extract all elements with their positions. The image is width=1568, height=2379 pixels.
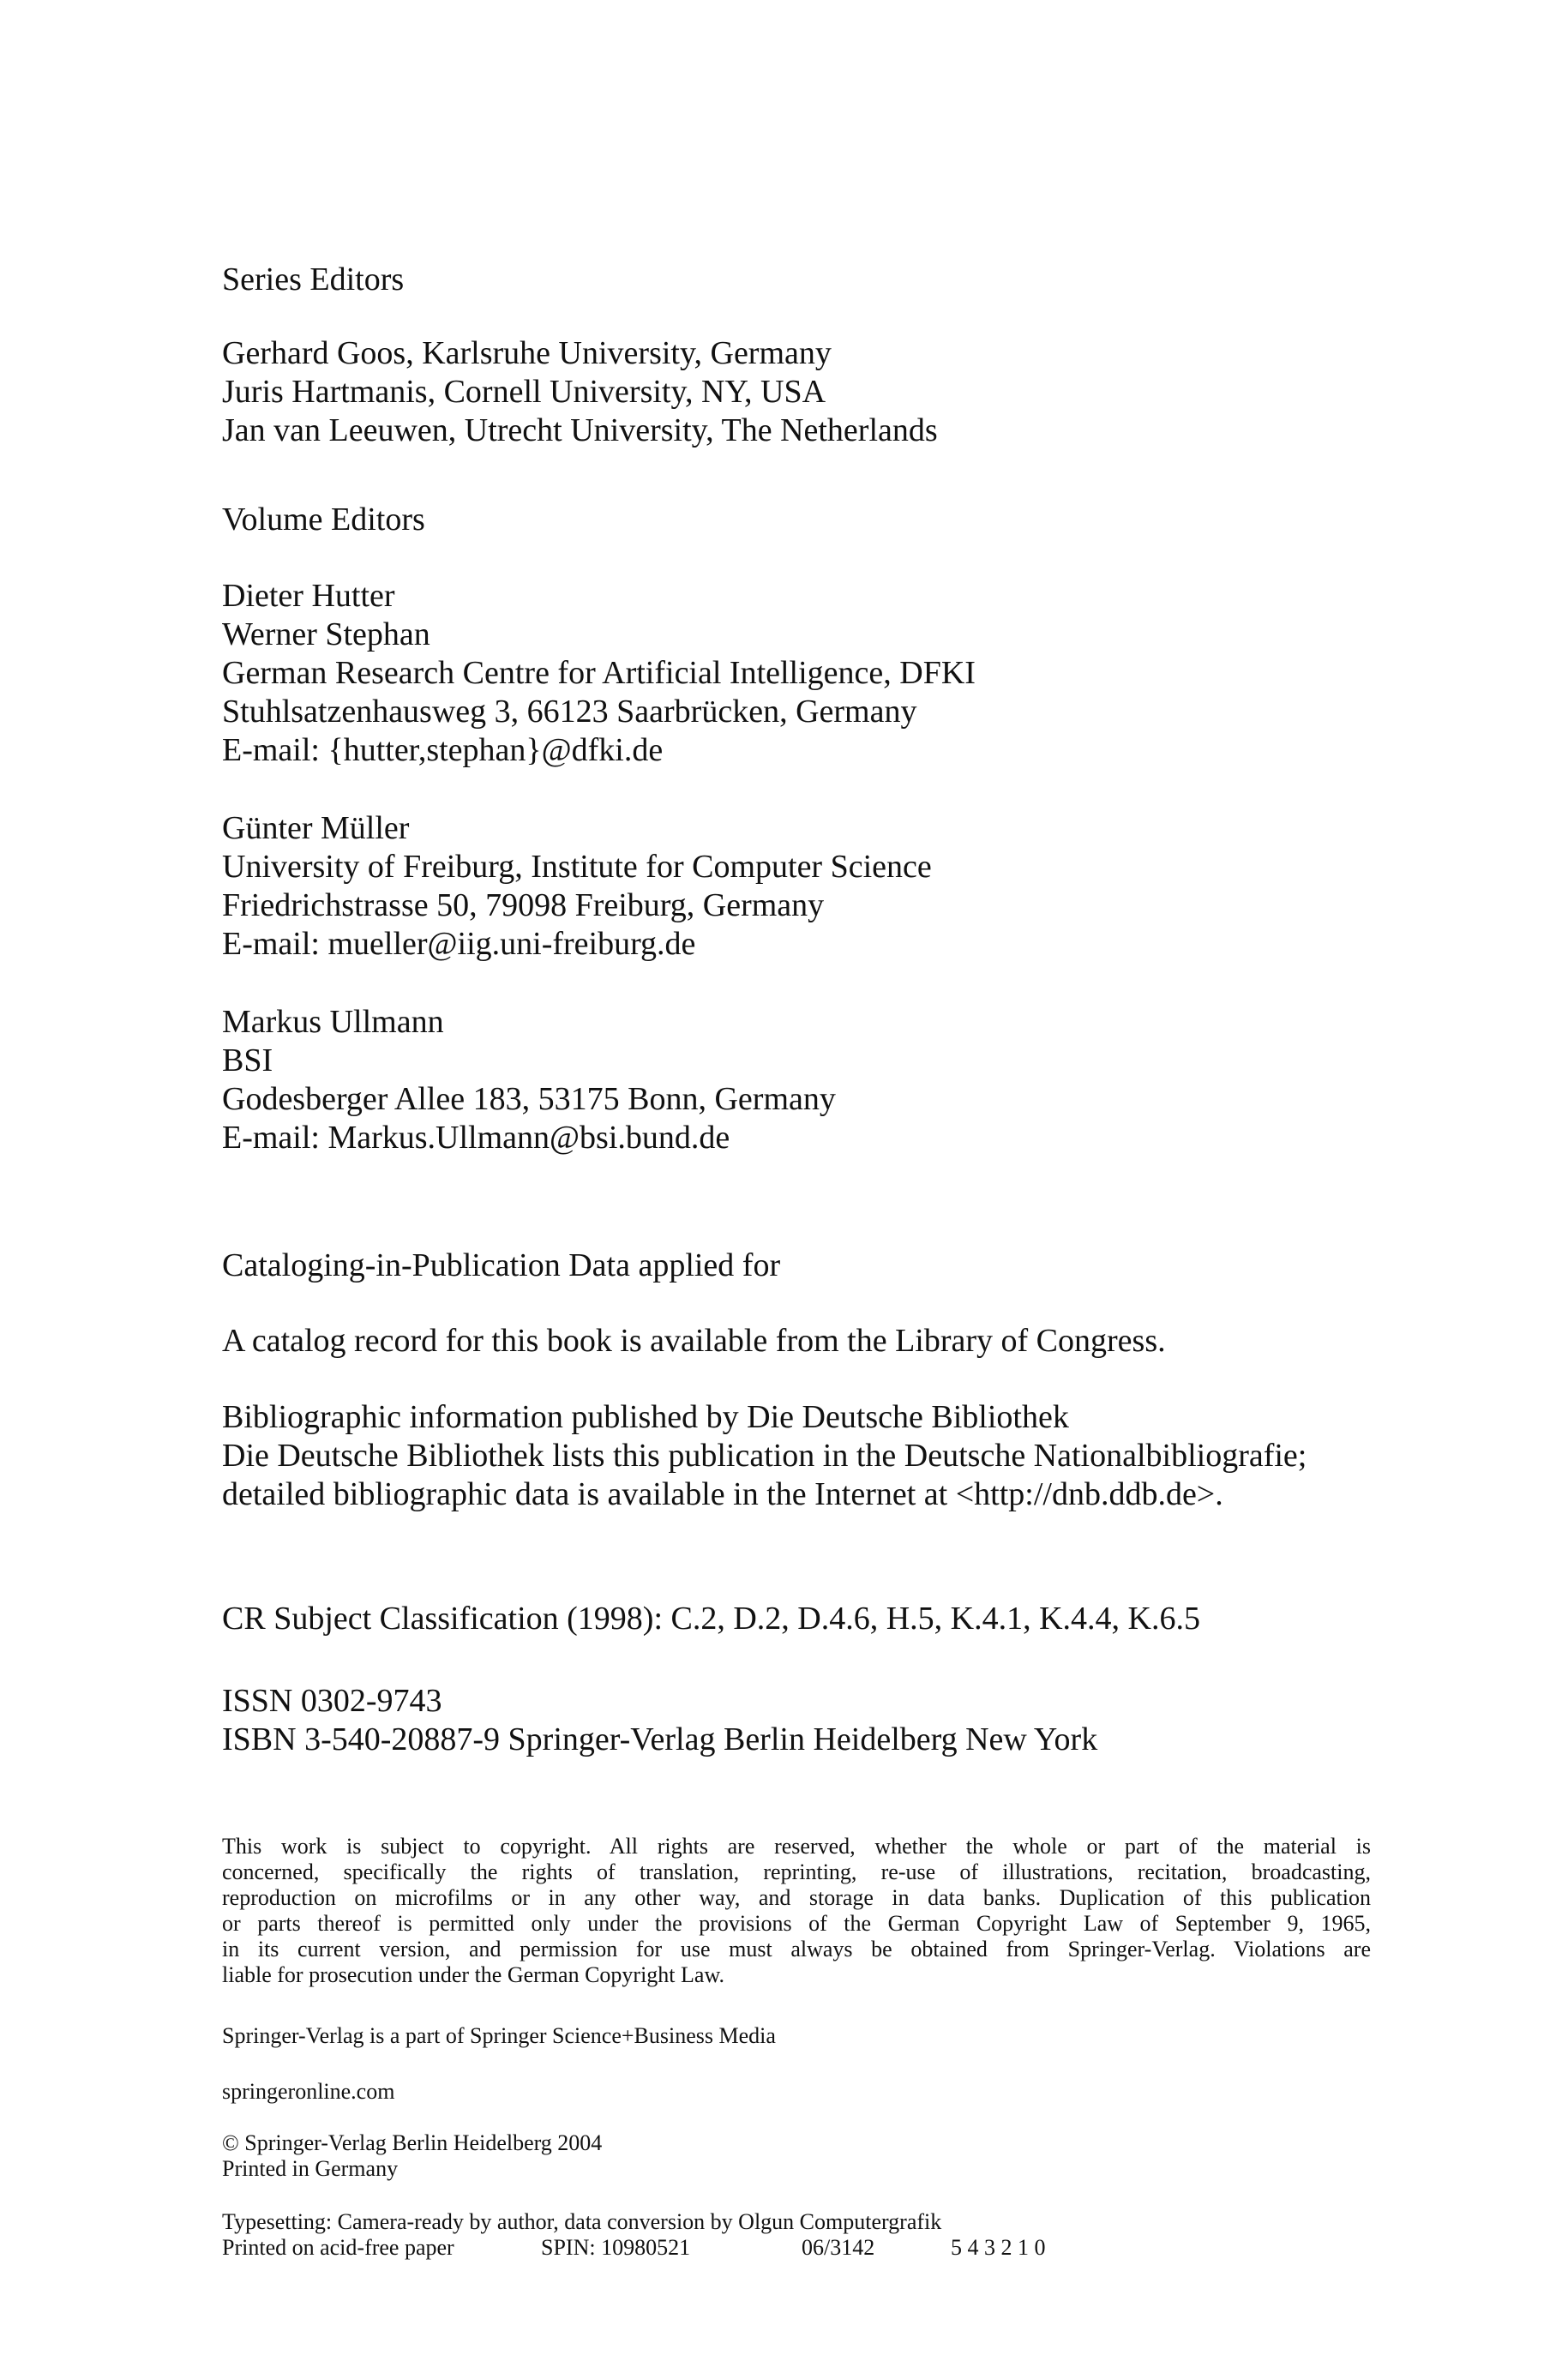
publisher-note-section bbox=[222, 2023, 1371, 2049]
loc-record bbox=[222, 1322, 1371, 1361]
website: springeronline.com bbox=[222, 2079, 395, 2104]
printed-in: Printed in Germany bbox=[222, 2156, 399, 2181]
editor-email: E-mail: {hutter,stephan}@dfki.de bbox=[222, 732, 664, 768]
editor-name: Werner Stephan bbox=[222, 616, 430, 652]
notice-line: or parts thereof is permitted only under the provisions of the German Copyright Law of September 9, 1965, bbox=[222, 1911, 1371, 1936]
series-editors-list bbox=[222, 334, 1371, 450]
production-section bbox=[222, 2209, 1371, 2261]
paper-note: Printed on acid-free paper bbox=[222, 2235, 454, 2260]
typesetting: Typesetting: Camera-ready by author, data conversion by Olgun Computergrafik bbox=[222, 2209, 942, 2234]
volume-editors-heading: Volume Editors bbox=[222, 502, 425, 538]
editor-name: Günter Müller bbox=[222, 810, 410, 846]
copyright-holder-section bbox=[222, 2130, 1371, 2182]
volume-editor-group-1 bbox=[222, 577, 1371, 770]
volume-editor-group-2 bbox=[222, 809, 1371, 964]
editor-name: Markus Ullmann bbox=[222, 1004, 444, 1040]
bib-line: Die Deutsche Bibliothek lists this publication in the Deutsche Nationalbibliografie; bbox=[222, 1438, 1307, 1474]
editor-name: Dieter Hutter bbox=[222, 578, 395, 614]
imprint-row bbox=[222, 2235, 1371, 2261]
bib-line: detailed bibliographic data is available in the Internet at <http://dnb.ddb.de>. bbox=[222, 1476, 1223, 1512]
copyright-line: © Springer-Verlag Berlin Heidelberg 2004 bbox=[222, 2130, 603, 2155]
series-editor: Jan van Leeuwen, Utrecht University, The Netherlands bbox=[222, 412, 938, 448]
editor-address: Godesberger Allee 183, 53175 Bonn, Germany bbox=[222, 1081, 836, 1117]
issn: ISSN 0302-9743 bbox=[222, 1683, 442, 1719]
editor-affiliation: German Research Centre for Artificial Intelligence, DFKI bbox=[222, 655, 976, 691]
notice-line: liable for prosecution under the German Copyright Law. bbox=[222, 1962, 725, 1987]
editor-email: E-mail: mueller@iig.uni-freiburg.de bbox=[222, 926, 696, 962]
bib-line: Bibliographic information published by Die Deutsche Bibliothek bbox=[222, 1399, 1069, 1435]
loc-statement: A catalog record for this book is available from the Library of Congress. bbox=[222, 1323, 1166, 1359]
copyright-page bbox=[222, 0, 1371, 2379]
editor-address: Friedrichstrasse 50, 79098 Freiburg, Germany bbox=[222, 887, 825, 923]
volume-editors-section bbox=[222, 501, 1371, 539]
bibliographic-info bbox=[222, 1398, 1371, 1514]
editor-email: E-mail: Markus.Ullmann@bsi.bund.de bbox=[222, 1120, 730, 1156]
website-section bbox=[222, 2079, 1371, 2105]
identifiers-section bbox=[222, 1682, 1371, 1759]
editor-affiliation: University of Freiburg, Institute for Computer Science bbox=[222, 849, 932, 885]
series-editors-heading: Series Editors bbox=[222, 261, 405, 297]
notice-line: This work is subject to copyright. All rights are reserved, whether the whole or part of the material is bbox=[222, 1834, 1371, 1859]
editor-affiliation: BSI bbox=[222, 1042, 273, 1078]
print-code: 06/3142 bbox=[802, 2235, 875, 2260]
volume-editor-group-3 bbox=[222, 1003, 1371, 1157]
editor-address: Stuhlsatzenhausweg 3, 66123 Saarbrücken, Germany bbox=[222, 694, 917, 730]
series-editor: Gerhard Goos, Karlsruhe University, Germany bbox=[222, 335, 832, 371]
isbn: ISBN 3-540-20887-9 Springer-Verlag Berlin Heidelberg New York bbox=[222, 1721, 1098, 1757]
classification-section bbox=[222, 1600, 1371, 1638]
notice-line: in its current version, and permission for use must always be obtained from Springer-Verlag. Violations are bbox=[222, 1937, 1371, 1961]
series-editors-section bbox=[222, 261, 1371, 299]
print-run: 5 4 3 2 1 0 bbox=[951, 2235, 1046, 2260]
copyright-notice bbox=[222, 1834, 1371, 1988]
notice-line: concerned, specifically the rights of translation, reprinting, re-use of illustrations, recitation, broadcasting, bbox=[222, 1859, 1371, 1884]
spin-number: SPIN: 10980521 bbox=[541, 2235, 691, 2260]
publisher-note: Springer-Verlag is a part of Springer Science+Business Media bbox=[222, 2023, 776, 2048]
cip-statement: Cataloging-in-Publication Data applied for bbox=[222, 1247, 781, 1283]
cataloging-section bbox=[222, 1247, 1371, 1285]
cr-classification: CR Subject Classification (1998): C.2, D.2, D.4.6, H.5, K.4.1, K.4.4, K.6.5 bbox=[222, 1601, 1201, 1637]
series-editor: Juris Hartmanis, Cornell University, NY, USA bbox=[222, 374, 826, 410]
notice-line: reproduction on microfilms or in any other way, and storage in data banks. Duplication of this publication bbox=[222, 1885, 1371, 1910]
